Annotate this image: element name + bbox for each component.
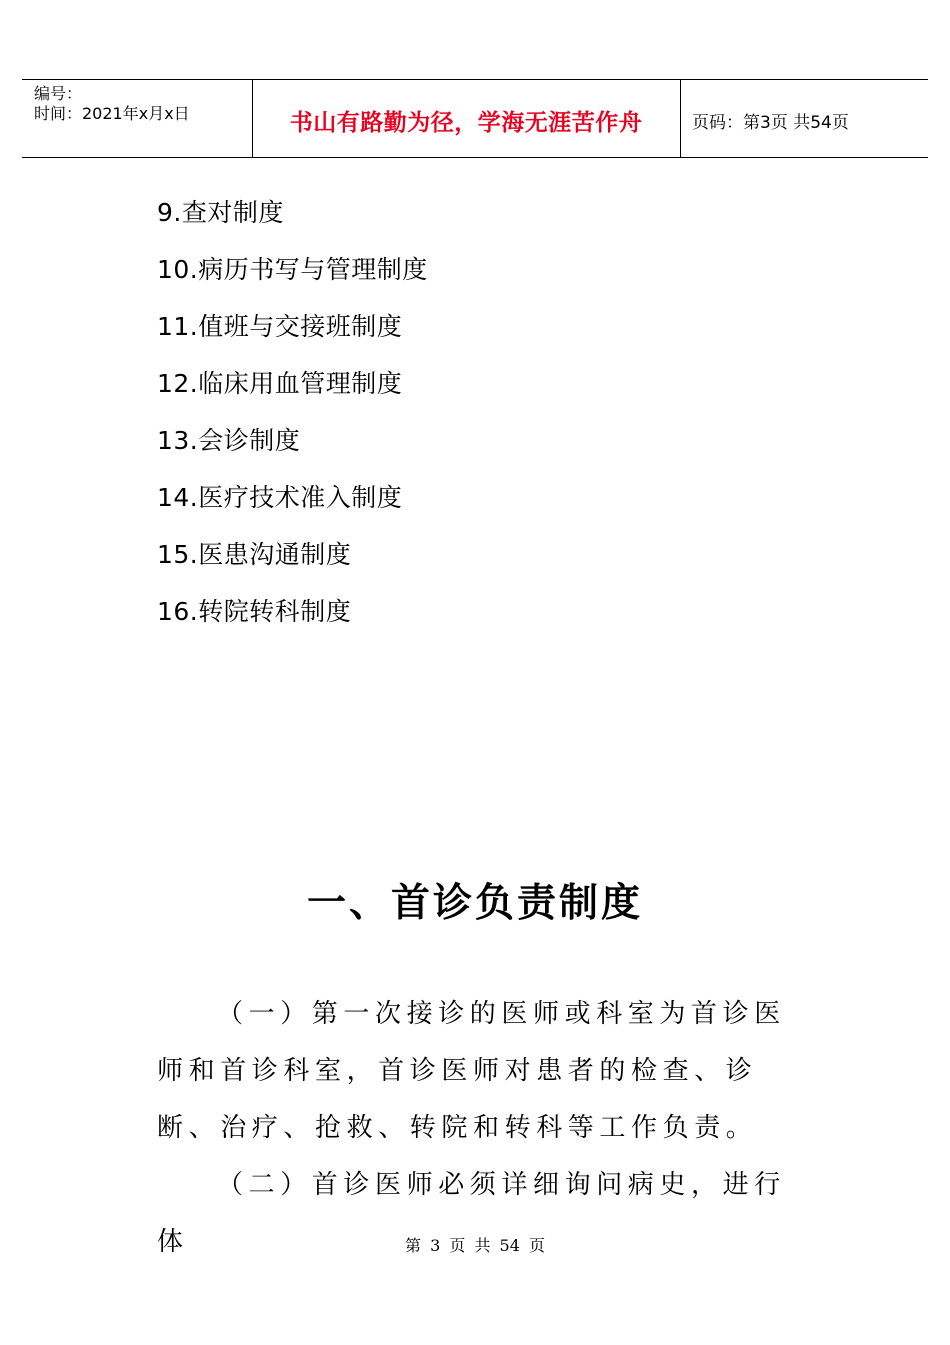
toc-item: 13.会诊制度	[157, 426, 301, 455]
toc-item: 9.查对制度	[157, 198, 284, 227]
header-page-number: 页码：第3页 共54页	[692, 113, 849, 133]
table-of-contents	[157, 192, 428, 648]
page-footer: 第 3 页 共 54 页	[405, 1236, 545, 1255]
toc-item: 14.医疗技术准入制度	[157, 483, 403, 512]
toc-item: 11.值班与交接班制度	[157, 312, 403, 341]
header-meta	[34, 84, 190, 124]
toc-item: 12.临床用血管理制度	[157, 369, 403, 398]
section-title: 一、首诊负责制度	[306, 881, 643, 926]
toc-item: 16.转院转科制度	[157, 597, 352, 626]
header-motto: 书山有路勤为径，学海无涯苦作舟	[289, 109, 643, 136]
header-divider-right	[680, 80, 681, 157]
toc-item: 15.医患沟通制度	[157, 540, 352, 569]
serial-number-label: 编号：	[34, 84, 83, 103]
body-paragraph: （一）第一次接诊的医师或科室为首诊医师和首诊科室，首诊医师对患者的检查、诊断、治疗、抢救、转院和转科等工作负责。	[157, 999, 786, 1143]
toc-item: 10.病历书写与管理制度	[157, 255, 428, 284]
time-label: 时间：2021年x月x日	[34, 104, 190, 123]
body-paragraph: （二）首诊医师必须详细询问病史，进行体	[157, 1170, 786, 1257]
page-header	[22, 79, 928, 158]
